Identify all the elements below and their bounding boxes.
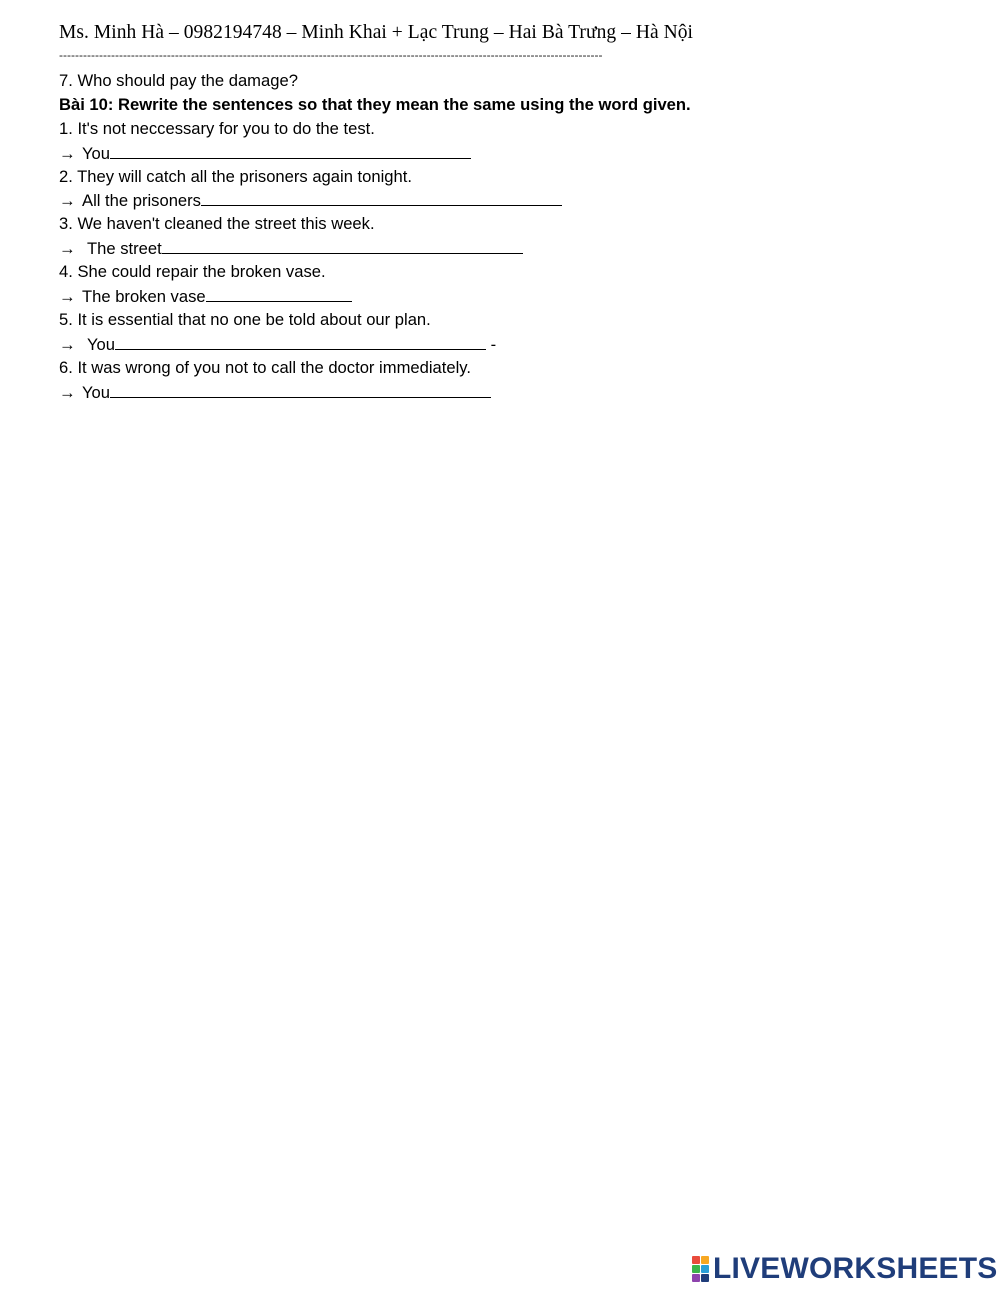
answer-start: You [82,382,111,402]
answer-blank[interactable] [110,141,471,159]
teacher-contact-header: Ms. Minh Hà – 0982194748 – Minh Khai + Lạc Trung – Hai Bà Trưng – Hà Nội [59,22,694,43]
answer-start: The street [87,239,162,259]
arrow-icon: → [59,287,76,307]
item-2-sentence: 2. They will catch all the prisoners again tonight. [59,166,412,186]
logo-icon [692,1256,710,1282]
item-5-sentence: 5. It is essential that no one be told about our plan. [59,309,431,329]
logo-wordmark: LIVEWORKSHEETS [713,1252,998,1285]
section-title: Bài 10: Rewrite the sentences so that they mean the same using the word given. [59,94,691,114]
item-6-sentence: 6. It was wrong of you not to call the doctor immediately. [59,357,471,377]
item-5-answer-line [59,332,691,356]
answer-blank[interactable] [162,236,523,254]
answer-start: The broken vase [82,287,206,307]
liveworksheets-logo [692,1253,998,1285]
answer-start: All the prisoners [82,191,201,211]
item-1-sentence: 1. It's not neccessary for you to do the test. [59,118,375,138]
header-divider: ---------------------------------------------------------------------------------------------------------------------------------------- [59,48,603,62]
arrow-icon: → [59,382,76,402]
arrow-icon: → [59,334,76,354]
answer-start: You [82,143,111,163]
item-4-sentence: 4. She could repair the broken vase. [59,262,326,282]
item-3-sentence: 3. We haven't cleaned the street this week. [59,214,375,234]
item-3-answer-line [59,236,691,260]
answer-blank[interactable] [206,284,352,302]
item-2-answer-line [59,188,691,212]
answer-blank[interactable] [115,332,486,350]
answer-blank[interactable] [201,188,562,206]
answer-end: - [490,334,497,354]
exercise-content [59,69,691,403]
question-7: 7. Who should pay the damage? [59,71,298,90]
answer-blank[interactable] [110,380,491,398]
item-4-answer-line [59,284,691,308]
answer-start: You [87,334,116,354]
arrow-icon: → [59,191,76,211]
item-6-answer-line [59,380,691,404]
arrow-icon: → [59,239,76,259]
arrow-icon: → [59,143,76,163]
item-1-answer-line [59,141,691,165]
